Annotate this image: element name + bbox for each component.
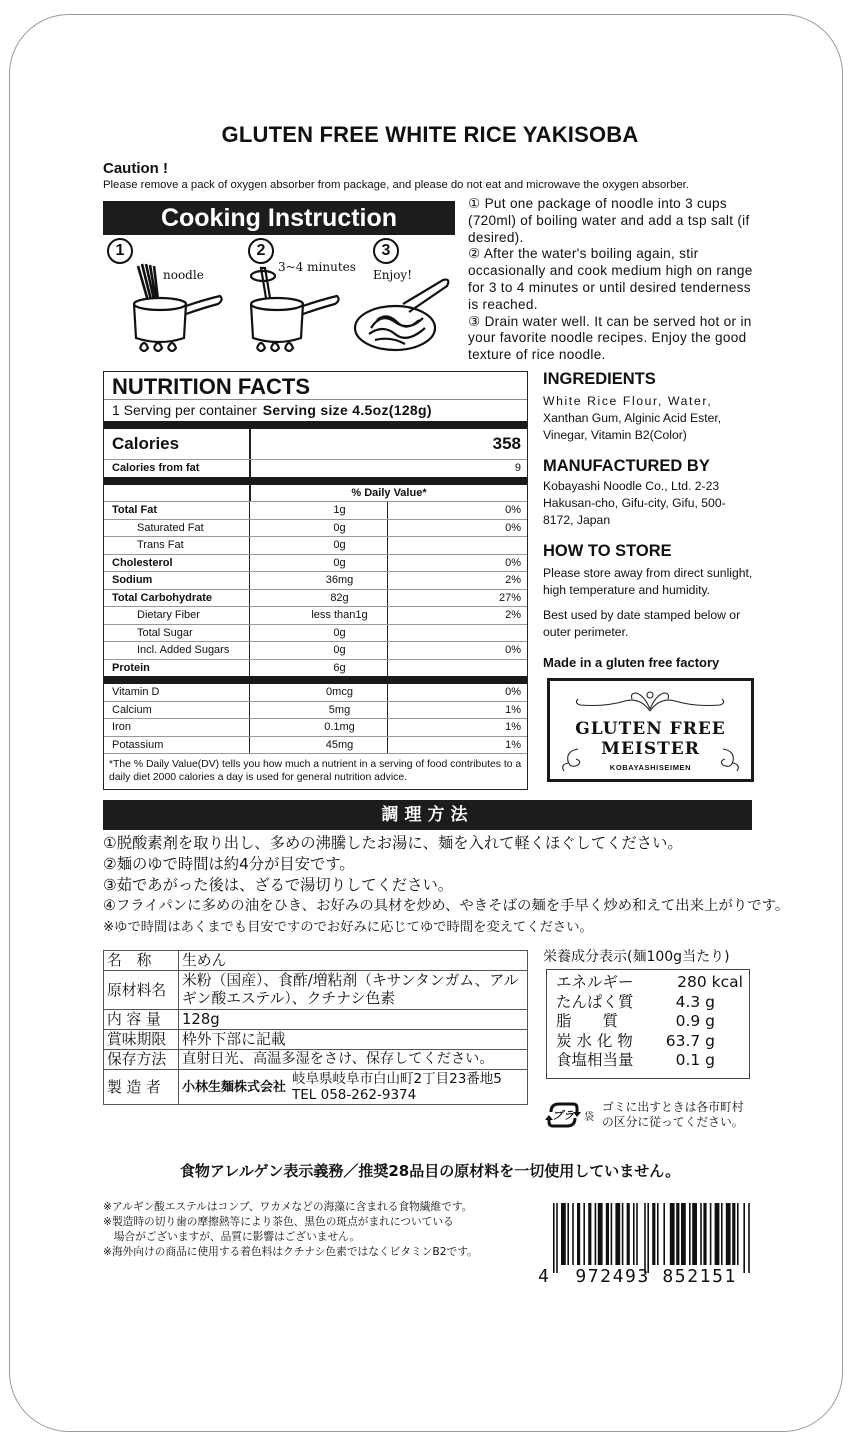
jp-nutrient-value: 0.1 g <box>675 1051 715 1069</box>
recycle-line-2: の区分に従ってください。 <box>602 1115 744 1129</box>
label-key: 製 造 者 <box>104 1070 179 1105</box>
recycle-text <box>602 1100 744 1130</box>
label-row <box>104 951 528 971</box>
label-key: 名 称 <box>104 951 179 971</box>
nutrient-amount: 0g <box>333 521 346 534</box>
phone-text: TEL 058-262-9374 <box>292 1087 417 1103</box>
nutrient-name: Total Carbohydrate <box>104 590 250 607</box>
label-value <box>179 1070 528 1105</box>
manufacturer-address <box>292 1071 502 1103</box>
product-info-column <box>543 370 758 641</box>
barcode-digits-right: 852151 <box>662 1266 737 1287</box>
nutrient-name: Cholesterol <box>104 555 250 572</box>
vitamin-dv: 0% <box>505 686 521 698</box>
logo-line-1: GLUTEN FREE <box>575 719 726 739</box>
ingredients-line-2: Xanthan Gum, Alginic Acid Ester, Vinegar, Vitamin B2(Color) <box>543 411 722 442</box>
jp-nutrient-value: 0.9 g <box>675 1012 715 1030</box>
note-line: 場合がございますが、品質に影響はございません。 <box>103 1230 361 1243</box>
label-value: 128g <box>179 1010 528 1030</box>
jp-nutrition-row <box>556 993 743 1013</box>
vitamin-row <box>104 736 527 754</box>
recycle-notice <box>545 1100 744 1130</box>
step-label-3: Enjoy! <box>373 268 413 282</box>
jp-nutrient-value: 4.3 g <box>675 992 715 1011</box>
nutrient-name: Trans Fat <box>104 537 250 554</box>
ingredients-line-1: White Rice Flour, Water, <box>543 394 713 408</box>
jp-nutrient-name: 脂 質 <box>556 1012 619 1030</box>
barcode-number <box>538 1266 737 1287</box>
jp-nutrition-row <box>556 1032 743 1052</box>
label-value: 直射日光、高温多湿をさけ、保存してください。 <box>179 1050 528 1070</box>
jp-nutrition-box <box>546 969 750 1079</box>
nutrient-row <box>104 624 527 642</box>
jp-nutrition-row <box>556 1051 743 1071</box>
step-number-3: 3 <box>373 238 399 264</box>
jp-nutrition-row <box>556 973 743 993</box>
address-text: 岐阜県岐阜市白山町2丁目23番地5 <box>292 1071 502 1087</box>
label-row <box>104 1050 528 1070</box>
nutrient-dv: 0% <box>505 504 521 516</box>
barcode-icon <box>553 1203 753 1273</box>
jp-nutrient-name: エネルギー <box>556 973 634 991</box>
serving-size: Serving size 4.5oz(128g) <box>262 402 432 418</box>
nutrient-dv: 27% <box>498 591 521 604</box>
vitamin-name: Potassium <box>104 737 250 754</box>
divider-thick <box>104 676 527 684</box>
label-value: 生めん <box>179 951 528 971</box>
vitamin-dv: 1% <box>505 703 521 716</box>
jp-nutrient-name: たんぱく質 <box>556 992 634 1011</box>
gluten-free-factory-label: Made in a gluten free factory <box>543 655 720 670</box>
nutrient-dv: 0% <box>505 556 521 569</box>
nutrition-title: NUTRITION FACTS <box>112 374 310 399</box>
jp-notes <box>103 1199 478 1259</box>
nutrient-row <box>104 606 527 624</box>
plastic-recycle-icon <box>545 1100 581 1130</box>
jp-product-label-table <box>103 950 528 1105</box>
vitamin-amount: 5mg <box>328 703 351 716</box>
nutrient-name: Total Fat <box>104 502 250 519</box>
jp-cooking-note: ※ゆで時間はあくまでも目安ですのでお好みに応じてゆで時間を変えてください。 <box>103 920 593 935</box>
manufacturer-heading: MANUFACTURED BY <box>543 457 710 475</box>
best-by-text: Best used by date stamped below or outer perimeter. <box>543 608 741 639</box>
jp-nutrient-value: 63.7 g <box>665 1031 715 1050</box>
jp-cooking-heading: 調理方法 <box>103 800 752 830</box>
logo-line-3: KOBAYASHISEIMEN <box>609 763 692 772</box>
manufacturer-text: Kobayashi Noodle Co., Ltd. 2-23 Hakusan-cho, Gifu-city, Gifu, 500-8172, Japan <box>543 479 726 527</box>
nutrient-name: Saturated Fat <box>104 520 250 537</box>
cooking-steps-illustration <box>103 238 458 363</box>
nutrient-dv: 0% <box>505 644 521 656</box>
nutrient-dv: 2% <box>505 609 521 621</box>
vitamin-name: Iron <box>104 719 250 736</box>
nutrient-amount: 82g <box>330 591 349 604</box>
nutrient-row <box>104 659 527 677</box>
vitamin-name: Calcium <box>104 702 250 719</box>
servings-per-container: 1 Serving per container <box>112 402 257 418</box>
vitamin-row <box>104 718 527 736</box>
logo-line-2: MEISTER <box>601 739 700 759</box>
step-label-2: 3~4 minutes <box>278 260 356 274</box>
vitamin-amount: 45mg <box>325 738 354 751</box>
jp-step-3: ③茹であがった後は、ざるで湯切りしてください。 <box>103 876 454 894</box>
nutrient-amount: less than1g <box>311 609 368 621</box>
nutrient-row <box>104 536 527 554</box>
nutrient-row <box>104 501 527 519</box>
calories-row <box>104 429 527 459</box>
step-label-1: noodle <box>163 268 204 282</box>
caution-heading: Caution ! <box>103 160 168 177</box>
label-row <box>104 1070 528 1105</box>
divider-thick <box>104 477 527 485</box>
jp-step-1: ①脱酸素剤を取り出し、多めの沸騰したお湯に、麺を入れて軽くほぐしてください。 <box>103 834 683 852</box>
calories-from-fat-label: Calories from fat <box>104 460 250 477</box>
jp-nutrient-name: 食塩相当量 <box>556 1051 634 1069</box>
serving-info <box>104 399 527 421</box>
nutrient-name: Dietary Fiber <box>104 607 250 624</box>
divider-thick <box>104 421 527 429</box>
label-key: 内 容 量 <box>104 1010 179 1030</box>
vitamin-dv: 1% <box>505 721 521 733</box>
nutrient-amount: 0g <box>333 556 346 569</box>
jp-nutrition-heading: 栄養成分表示(麺100g当たり) <box>543 949 730 965</box>
nutrient-amount: 0g <box>333 539 346 551</box>
pot-stirring-icon <box>243 256 343 361</box>
bag-label: 袋 <box>584 1111 594 1123</box>
note-line: ※海外向けの商品に使用する着色料はクチナシ色素ではなくビタミンB2です。 <box>103 1245 478 1258</box>
empty-cell <box>104 485 250 502</box>
ornament-flourish-icon <box>570 687 730 717</box>
vitamin-amount: 0mcg <box>326 686 353 698</box>
note-line: ※アルギン酸エステルはコンブ、ワカメなどの海藻に含まれる食物繊維です。 <box>103 1200 473 1213</box>
ornament-scroll-left-icon <box>558 745 584 775</box>
jp-nutrient-value: 280 kcal <box>677 973 743 991</box>
storage-text: Please store away from direct sunlight, high temperature and humidity. <box>543 566 753 597</box>
daily-value-footnote: *The % Daily Value(DV) tells you how much a nutrient in a serving of food contributes to a daily diet 2000 calories a day is used for general nutrition advice. <box>104 753 527 789</box>
nutrient-dv <box>388 537 527 554</box>
ornament-scroll-right-icon <box>717 745 743 775</box>
calories-from-fat-row <box>104 459 527 477</box>
nutrient-dv: 2% <box>505 574 521 586</box>
allergen-statement: 食物アレルゲン表示義務／推奨28品目の原材料を一切使用していません。 <box>179 1162 681 1180</box>
nutrient-dv <box>388 625 527 642</box>
ingredients-text <box>543 393 758 444</box>
ingredients-heading: INGREDIENTS <box>543 370 656 388</box>
nutrient-row <box>104 554 527 572</box>
vitamin-row <box>104 684 527 701</box>
label-key: 賞味期限 <box>104 1030 179 1050</box>
plastic-mark-text: プラ <box>552 1109 574 1122</box>
calories-value: 358 <box>250 429 527 459</box>
vitamin-dv: 1% <box>505 738 521 751</box>
barcode-digits-left: 972493 <box>575 1266 650 1287</box>
nutrient-row <box>104 641 527 659</box>
nutrient-name: Sodium <box>104 572 250 589</box>
nutrient-name: Total Sugar <box>104 625 250 642</box>
label-value: 米粉（国産）、食酢/増粘剤（キサンタンガム、アルギン酸エステル）、クチナシ色素 <box>179 971 528 1010</box>
instruction-step-2: ② After the water's boiling again, stir occasionally and cook medium high on range for 3 to 4 minutes or until desired tenderness is reached. <box>468 246 753 312</box>
pot-with-noodle-icon <box>128 256 228 361</box>
plate-of-noodles-icon <box>353 274 458 359</box>
jp-nutrient-name: 炭 水 化 物 <box>556 1031 633 1050</box>
jp-step-2: ②麺のゆで時間は約4分が目安です。 <box>103 855 355 873</box>
gluten-free-meister-logo <box>547 678 754 782</box>
jp-step-4: ④フライパンに多めの油をひき、お好みの具材を炒め、やきそばの麺を手早く炒め和えて出来上がりです。 <box>103 898 790 914</box>
label-row <box>104 1010 528 1030</box>
nutrient-row <box>104 589 527 607</box>
instruction-step-3: ③ Drain water well. It can be served hot or in your favorite noodle recipes. Enjoy the good texture of rice noodle. <box>468 313 752 363</box>
nutrient-dv: 0% <box>505 521 521 534</box>
nutrient-amount: 0g <box>333 626 346 639</box>
calories-label: Calories <box>104 429 250 459</box>
storage-heading: HOW TO STORE <box>543 542 672 560</box>
nutrition-facts-panel <box>103 371 528 790</box>
note-line: ※製造時の切り歯の摩擦熱等により茶色、黒色の斑点がまれについている <box>103 1215 454 1228</box>
nutrient-row <box>104 519 527 537</box>
product-title: GLUTEN FREE WHITE RICE YAKISOBA <box>221 122 639 147</box>
label-row <box>104 1030 528 1050</box>
nutrient-amount: 0g <box>333 644 346 656</box>
nutrient-row <box>104 571 527 589</box>
jp-nutrition-row <box>556 1012 743 1032</box>
daily-value-header-row <box>104 485 527 502</box>
jp-cooking-steps <box>103 833 790 938</box>
step-number-2: 2 <box>248 238 274 264</box>
cooking-instructions-text <box>468 196 758 364</box>
caution-text: Please remove a pack of oxygen absorber from package, and please do not eat and microwave the oxygen absorber. <box>103 179 689 191</box>
instruction-step-1: ① Put one package of noodle into 3 cups (720ml) of boiling water and add a tsp salt (if desired). <box>468 196 750 245</box>
recycle-line-1: ゴミに出すときは各市町村 <box>602 1100 744 1114</box>
manufacturer-company: 小林生麺株式会社 <box>182 1079 287 1095</box>
nutrient-name: Protein <box>104 660 250 677</box>
vitamin-row <box>104 701 527 719</box>
calories-from-fat-value: 9 <box>250 460 527 477</box>
nutrient-amount: 6g <box>333 661 346 674</box>
label-key: 保存方法 <box>104 1050 179 1070</box>
label-row <box>104 971 528 1010</box>
daily-value-header: % Daily Value* <box>250 485 527 502</box>
nutrient-amount: 1g <box>333 504 346 516</box>
nutrient-name: Incl. Added Sugars <box>104 642 250 659</box>
vitamin-name: Vitamin D <box>104 684 250 701</box>
cooking-instruction-heading: Cooking Instruction <box>103 201 455 235</box>
nutrient-dv <box>388 660 527 677</box>
vitamin-amount: 0.1mg <box>324 721 355 733</box>
label-value: 枠外下部に記載 <box>179 1030 528 1050</box>
barcode-digit-first: 4 <box>538 1266 551 1287</box>
nutrient-amount: 36mg <box>325 574 354 586</box>
step-number-1: 1 <box>107 238 133 264</box>
label-key: 原材料名 <box>104 971 179 1010</box>
